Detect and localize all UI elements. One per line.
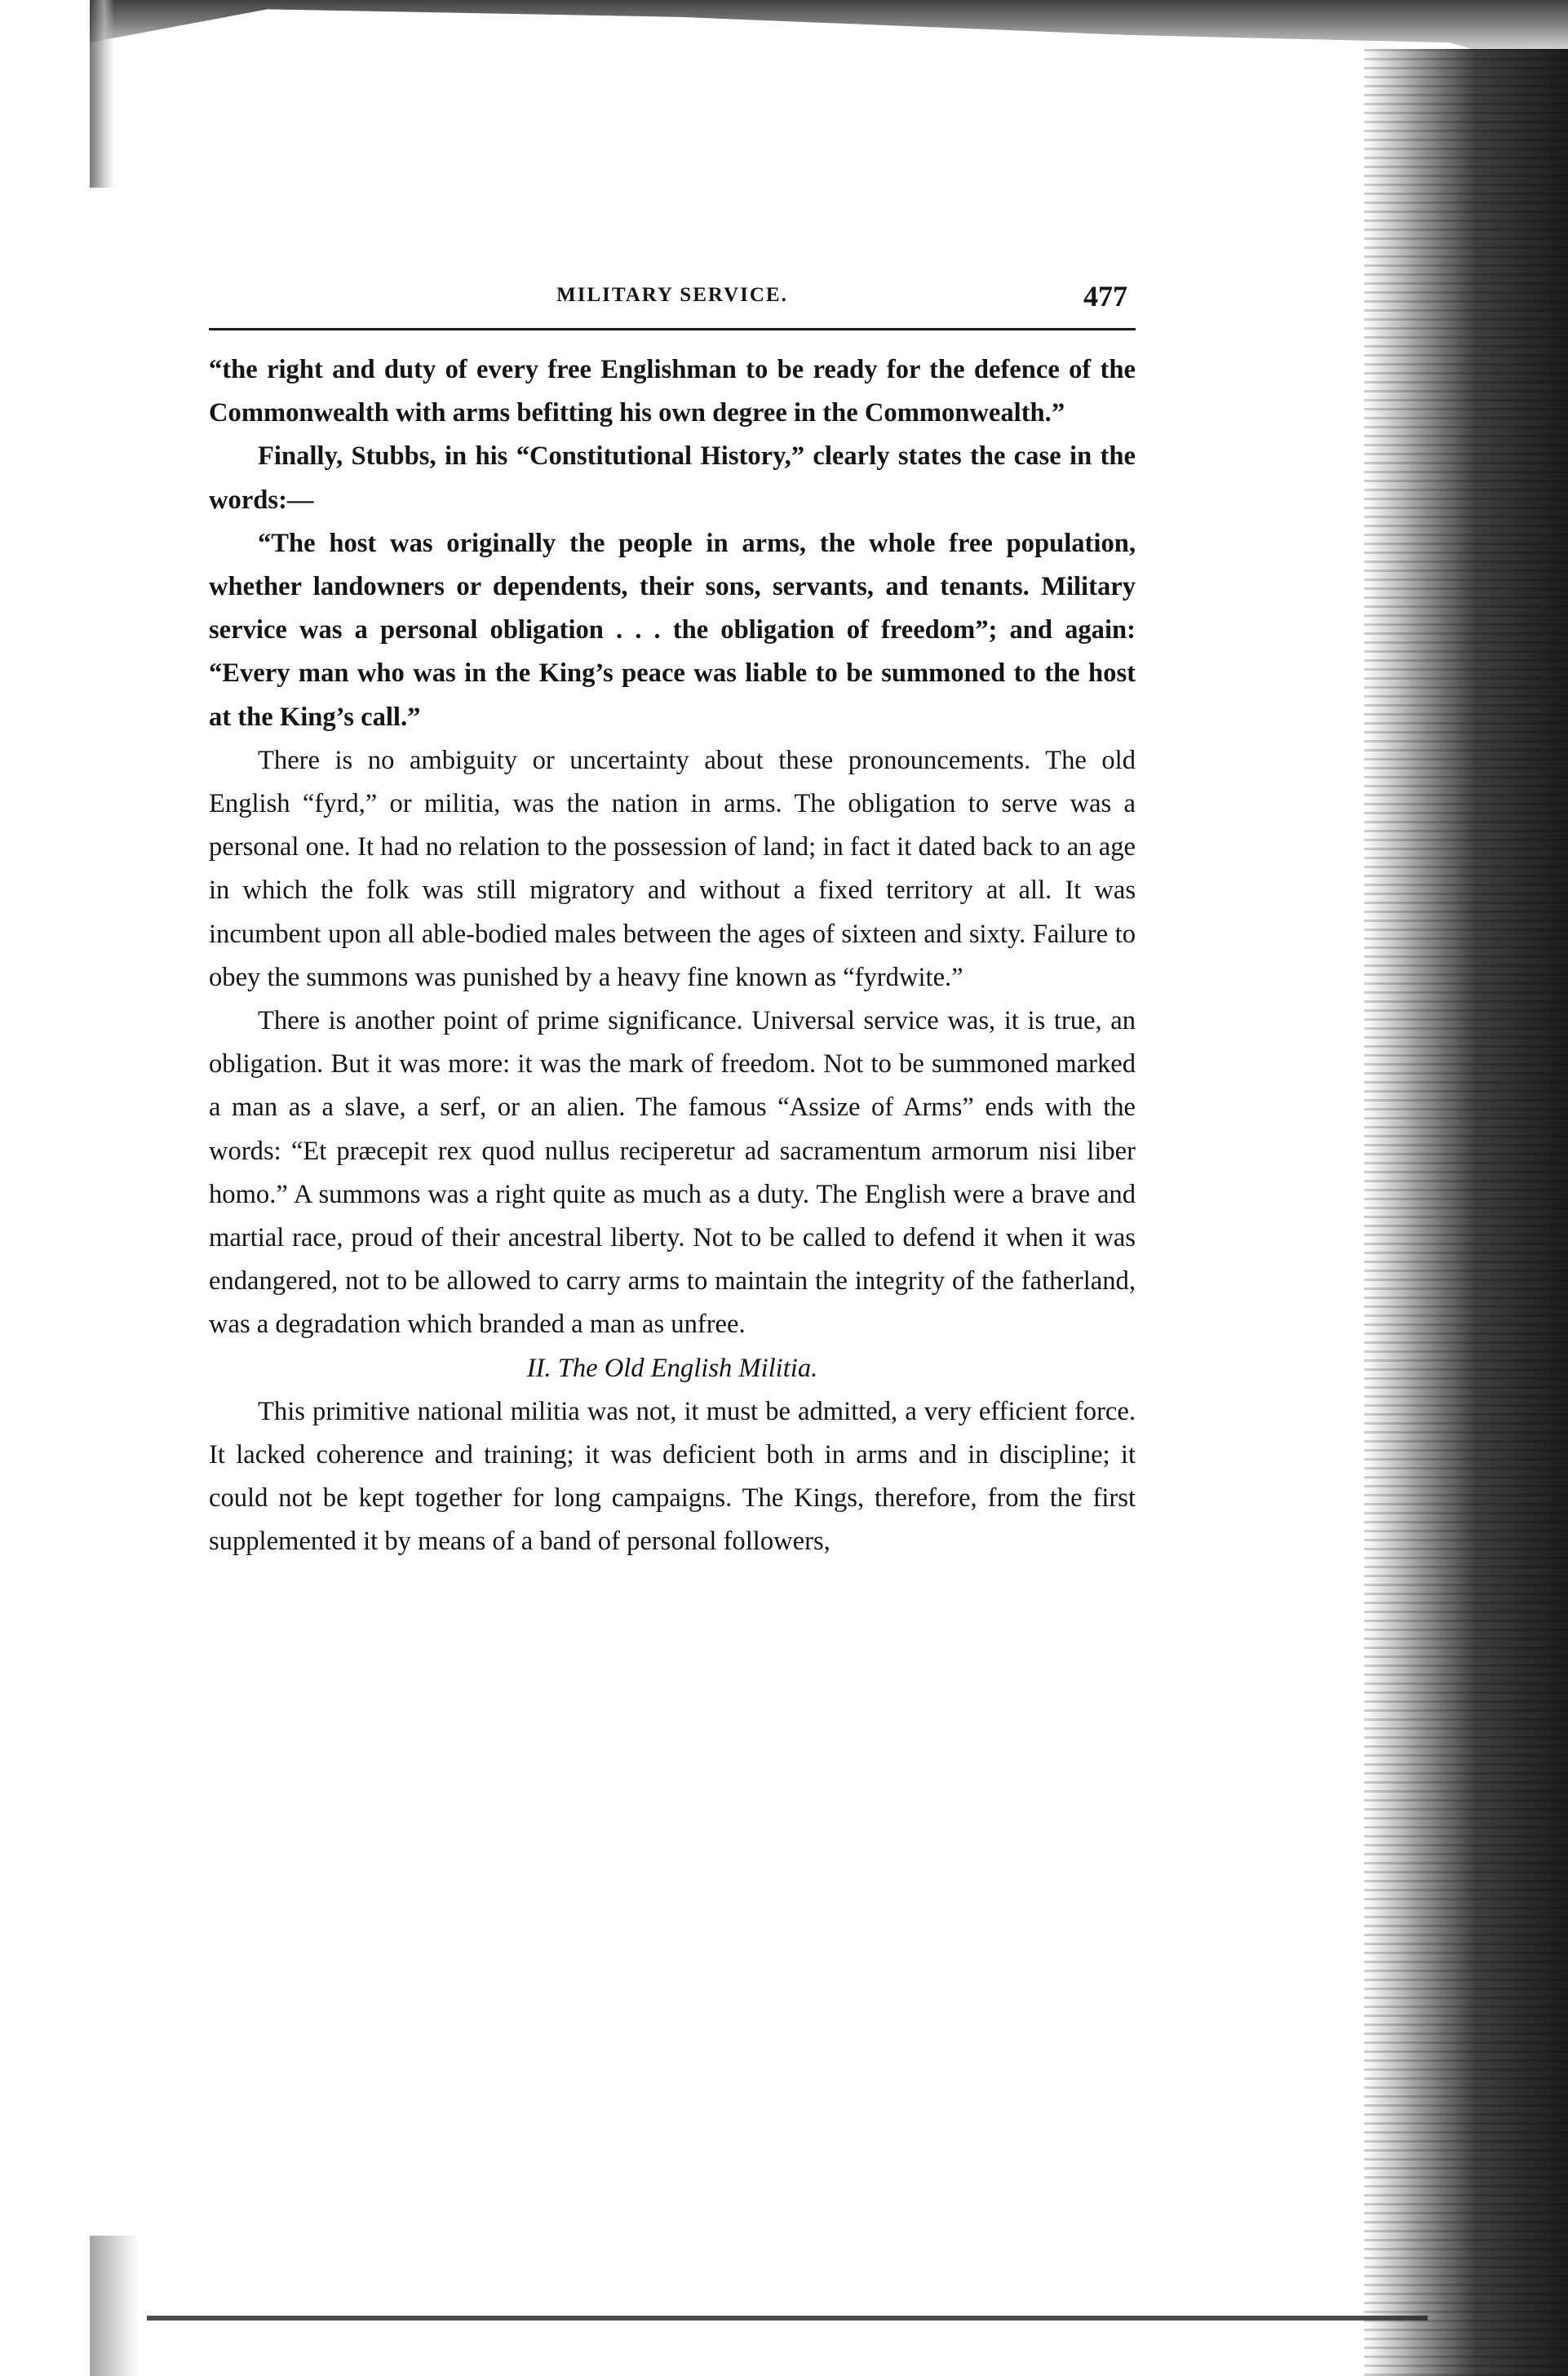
scan-edge-bottom — [147, 2316, 1428, 2321]
section-heading: II. The Old English Militia. — [526, 1353, 818, 1383]
running-head — [209, 277, 1136, 330]
paragraph-stubbs: Finally, Stubbs, in his “Constitutional History,” clearly states the case in the words:— — [209, 441, 1136, 515]
paragraph-freedom: There is another point of prime significance. Universal service was, it is true, an obligation. But it was more: it was the mark of freedom. Not to be summoned marked a man as a slave, a serf, or an alien. The famous “Assize of Arms” ends with the words: “Et præcepit rex quod nullus reciperetur ad sacramentum armorum nisi liber homo.” A summons was a right quite as much as a duty. The English were a brave and martial race, proud of their ancestral liberty. Not to be called to defend it when it was endangered, not to be allowed to carry arms to maintain the integrity of the fatherland, was a degradation which branded a man as unfree. — [209, 1006, 1136, 1340]
scan-edge-top — [90, 0, 1568, 78]
body-text — [209, 348, 1136, 1564]
paragraph-quote-continuation: “the right and duty of every free Englishman to be ready for the defence of the Commonwealth with arms befitting his own degree in the Commonwealth.” — [209, 355, 1136, 428]
scan-edge-left — [90, 0, 114, 188]
paragraph-fyrd: There is no ambiguity or uncertainty about these pronouncements. The old English “fyrd,” or militia, was the nation in arms. The obligation to serve was a personal one. It had no relation to the possession of land; in fact it dated back to an age in which the folk was still migratory and without a fixed territory at all. It was incumbent upon all able-bodied males between the ages of sixteen and sixty. Failure to obey the summons was punished by a heavy fine known as “fyrdwite.” — [209, 745, 1136, 992]
scan-edge-bottom-left — [90, 2236, 139, 2376]
scan-edge-right — [1364, 49, 1568, 2376]
book-page — [209, 277, 1136, 1564]
running-title: MILITARY SERVICE. — [556, 284, 788, 306]
page-number: 477 — [1083, 280, 1127, 313]
paragraph-stubbs-quote: “The host was originally the people in arms, the whole free population, whether landowners or dependents, their sons, servants, and tenants. Military service was a personal obligation . . . the obligation of freedom”; and again: “Every man who was in the King’s peace was liable to be summoned to the host at the King’s call.” — [209, 528, 1136, 732]
paragraph-militia: This primitive national militia was not, it must be admitted, a very efficient force. It lacked coherence and training; it was deficient both in arms and in discipline; it could not be kept together for long campaigns. The Kings, therefore, from the first supplemented it by means of a band of personal followers, — [209, 1396, 1136, 1557]
